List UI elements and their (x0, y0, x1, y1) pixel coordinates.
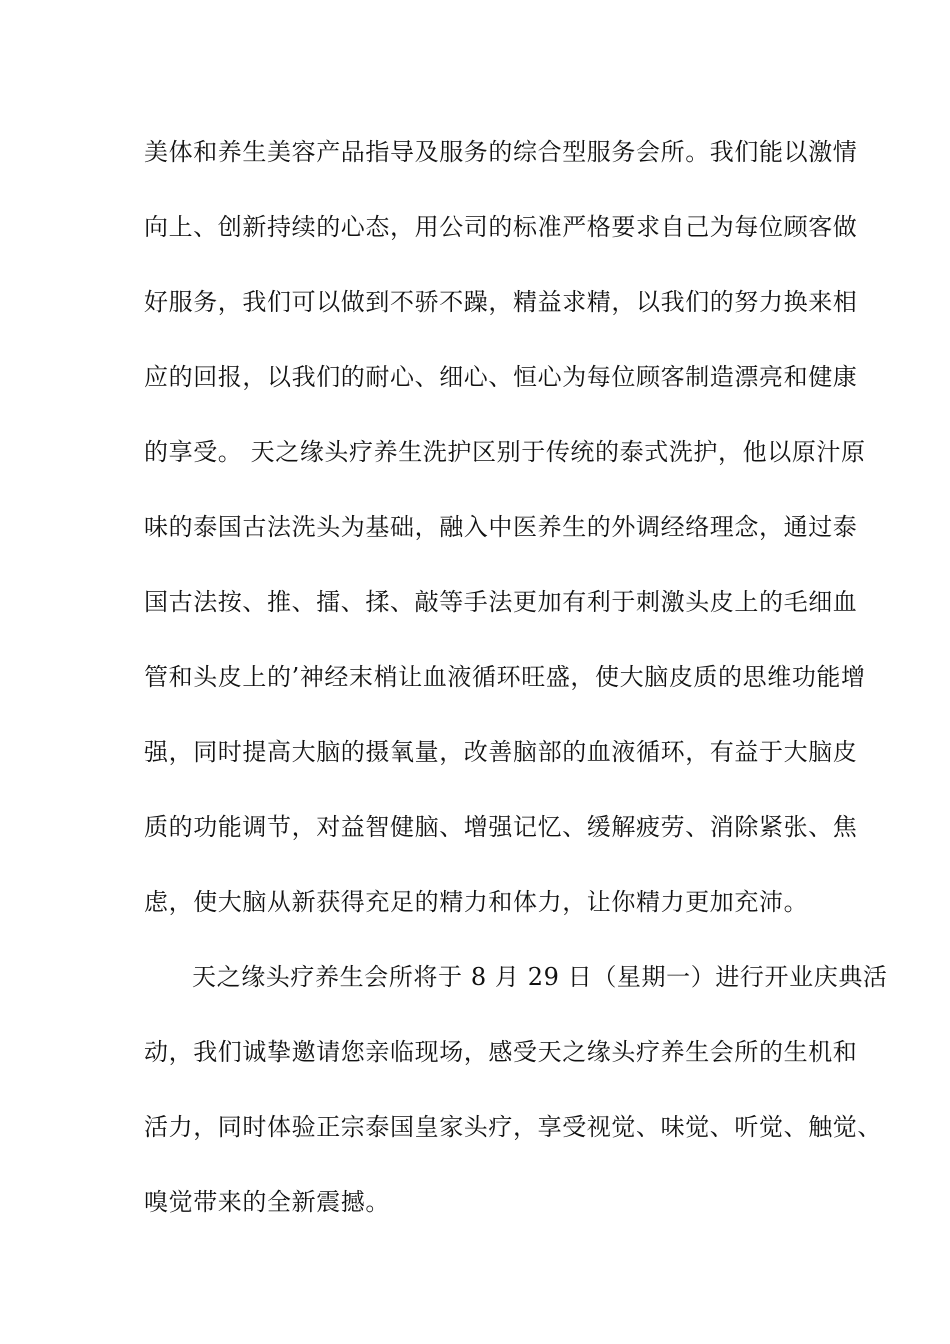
text-line: 好服务，我们可以做到不骄不躁，精益求精，以我们的努力换来相 (144, 288, 858, 316)
paragraph-first-line: 天之缘头疗养生会所将于 8 月 29 日（星期一）进行开业庆典活 (192, 963, 888, 991)
text-line: 管和头皮上的’神经末梢让血液循环旺盛，使大脑皮质的思维功能增 (144, 663, 866, 691)
text-line: 味的泰国古法洗头为基础，融入中医养生的外调经络理念，通过泰 (144, 513, 858, 541)
text-line: 的享受。 天之缘头疗养生洗护区别于传统的泰式洗护，他以原汁原 (144, 438, 866, 466)
text-line: 强，同时提高大脑的摄氧量，改善脑部的血液循环，有益于大脑皮 (144, 738, 858, 766)
text-line: 活力，同时体验正宗泰国皇家头疗，享受视觉、味觉、听觉、触觉、 (144, 1113, 882, 1141)
text-line: 动，我们诚挚邀请您亲临现场，感受天之缘头疗养生会所的生机和 (144, 1038, 858, 1066)
text-line: 国古法按、推、擂、揉、敲等手法更加有利于刺激头皮上的毛细血 (144, 588, 858, 616)
text-line: 应的回报，以我们的耐心、细心、恒心为每位顾客制造漂亮和健康 (144, 363, 858, 391)
text-line: 质的功能调节，对益智健脑、增强记忆、缓解疲劳、消除紧张、焦 (144, 813, 858, 841)
text-line: 美体和养生美容产品指导及服务的综合型服务会所。我们能以激情 (144, 138, 858, 166)
text-line: 虑，使大脑从新获得充足的精力和体力，让你精力更加充沛。 (144, 888, 809, 916)
text-line: 向上、创新持续的心态，用公司的标准严格要求自己为每位顾客做 (144, 213, 858, 241)
text-line: 嗅觉带来的全新震撼。 (144, 1188, 390, 1216)
